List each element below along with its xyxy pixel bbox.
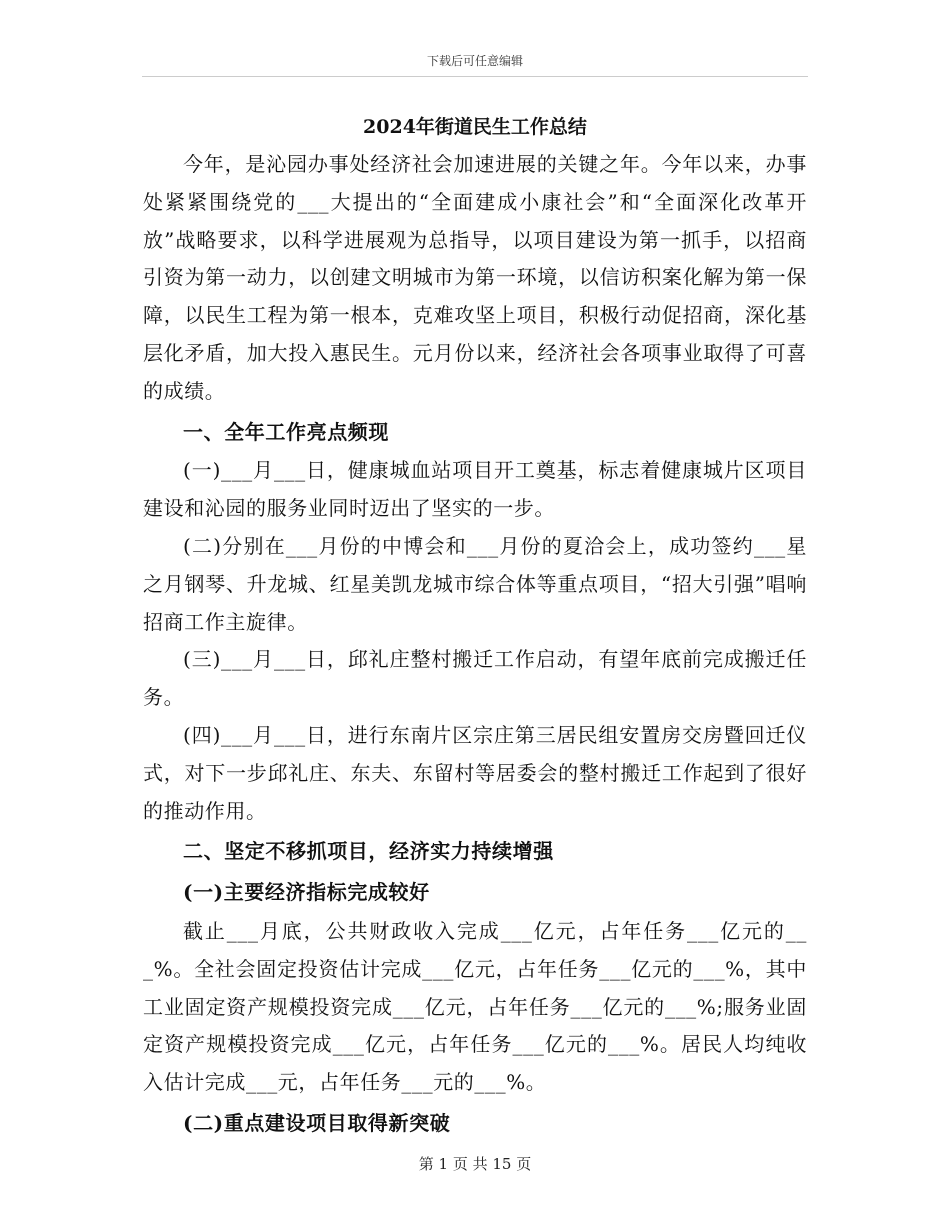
section-heading-2: 二、坚定不移抓项目，经济实力持续增强 [183,839,554,864]
intro-paragraph: 今年，是沁园办事处经济社会加速进展的关键之年。今年以来，办事处紧紧围绕党的___大提出的“全面建成小康社会”和“全面深化改革开放”战略要求，以科学进展观为总指导，以项目建设为第一抓手，以招商引资为第一动力，以创建文明城市为第一环境，以信访积案化解为第一保障，以民生工程为第一根本，克难攻坚上项目，积极行动促招商，深化基层化矛盾，加大投入惠民生。元月份以来，经济社会各项事业取得了可喜的成绩。 [143,152,807,403]
highlight-item-2: (二)分别在___月份的中博会和___月份的夏洽会上，成功签约___星之月钢琴、升龙城、红星美凯龙城市综合体等重点项目，“招大引强”唱响招商工作主旋律。 [143,533,807,634]
highlight-item-4: (四)___月___日，进行东南片区宗庄第三居民组安置房交房暨回迁仪式，对下一步邱礼庄、东夫、东留村等居委会的整村搬迁工作起到了很好的推动作用。 [143,722,807,823]
page-number: 第 1 页 共 15 页 [418,1155,532,1173]
subsection-heading-1: (一)主要经济指标完成较好 [183,880,430,905]
page-header-note: 下载后可任意编辑 [426,54,523,68]
economic-indicators-paragraph: 截止___月底，公共财政收入完成___亿元，占年任务___亿元的___%。全社会固定投资估计完成___亿元，占年任务___亿元的___%，其中工业固定资产规模投资完成___亿元，占年任务___亿元的___%;服务业固定资产规模投资完成___亿元，占年任务___亿元的___%。居民人均纯收入估计完成___元，占年任务___元的___%。 [143,918,807,1095]
section-heading-1: 一、全年工作亮点频现 [183,419,389,444]
highlight-item-3: (三)___月___日，邱礼庄整村搬迁工作启动，有望年底前完成搬迁任务。 [143,647,807,710]
header-divider [142,76,808,77]
document-body [143,108,807,1144]
document-title: 2024年街道民生工作总结 [363,116,587,138]
subsection-heading-2: (二)重点建设项目取得新突破 [183,1110,451,1135]
highlight-item-1: (一)___月___日，健康城血站项目开工奠基，标志着健康城片区项目建设和沁园的服务业同时迈出了坚实的一步。 [143,458,807,521]
